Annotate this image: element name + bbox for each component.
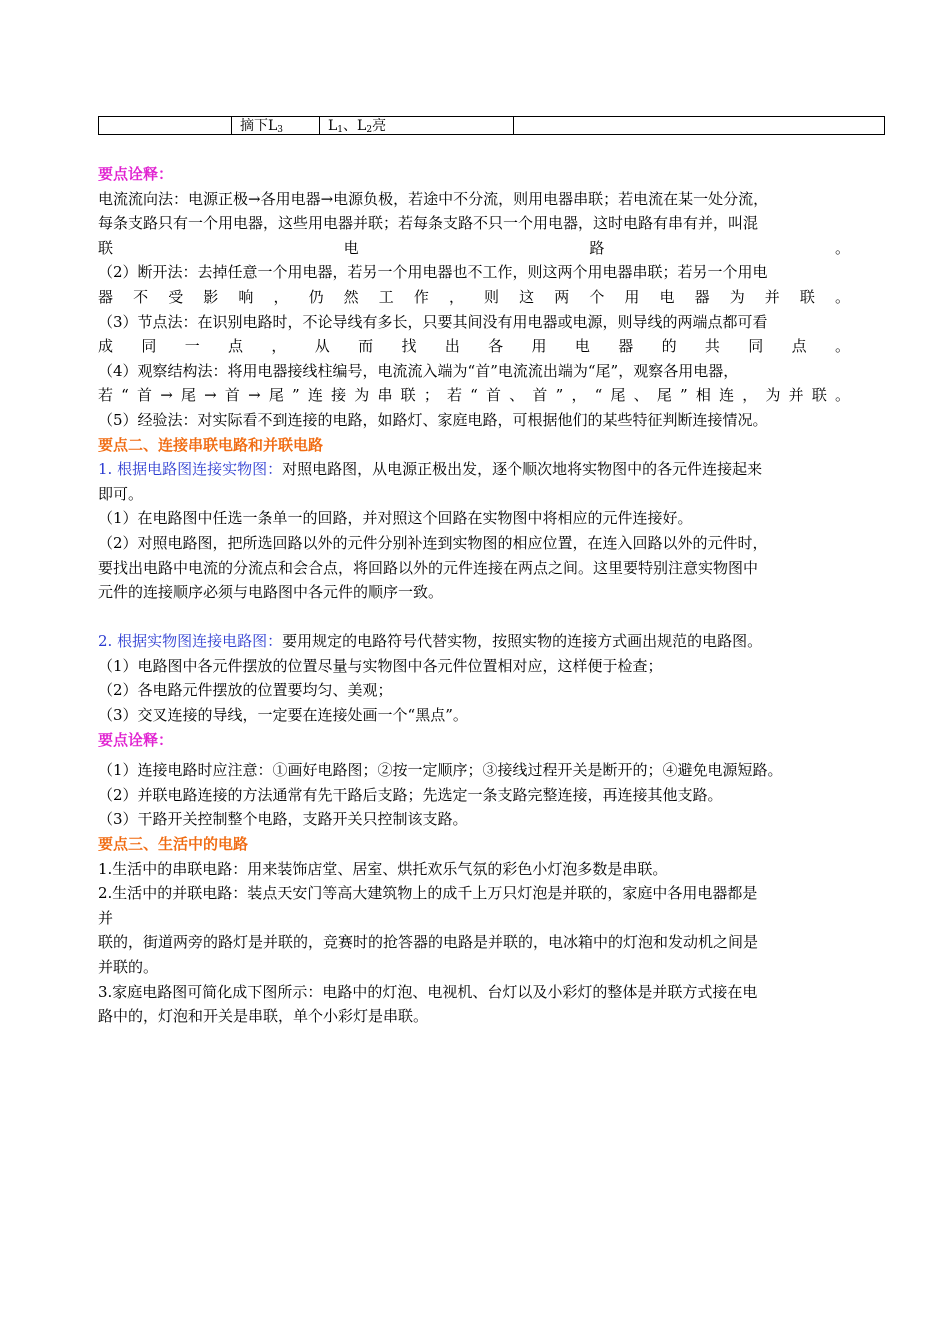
table-row bbox=[98, 116, 885, 135]
list-item: （3）干路开关控制整个电路，支路开关只控制该支路。 bbox=[98, 810, 468, 829]
section-heading: 要点二、连接串联电路和并联电路 bbox=[98, 435, 324, 454]
list-item: （2）各电路元件摆放的位置要均匀、美观； bbox=[98, 681, 393, 700]
subheading-label: 1. 根据电路图连接实物图： bbox=[98, 460, 283, 479]
paragraph-line: 器不受影响，仍然工作，则这两个用电器为并联。 bbox=[98, 287, 850, 306]
paragraph-line: 路中的，灯泡和开关是串联，单个小彩灯是串联。 bbox=[98, 1007, 429, 1026]
list-item: （3）交叉连接的导线，一定要在连接处画一个“黑点”。 bbox=[98, 706, 468, 725]
paragraph-line: 2. 根据实物图连接电路图：要用规定的电路符号代替实物，按照实物的连接方式画出规范的电路图。 bbox=[98, 632, 763, 651]
list-item: 元件的连接顺序必须与电路图中各元件的顺序一致。 bbox=[98, 583, 444, 602]
table-cell-empty bbox=[514, 117, 884, 134]
paragraph-line: 2.生活中的并联电路：装点天安门等高大建筑物上的成千上万只灯泡是并联的，家庭中各用电器都是 bbox=[98, 884, 758, 903]
paragraph-line: 联的，街道两旁的路灯是并联的，竞赛时的抢答器的电路是并联的，电冰箱中的灯泡和发动机之间是 bbox=[98, 933, 759, 952]
paragraph-line: 3.家庭电路图可简化成下图所示：电路中的灯泡、电视机、台灯以及小彩灯的整体是并联方式接在电 bbox=[98, 982, 758, 1001]
list-item: （2）并联电路连接的方法通常有先干路后支路；先选定一条支路完整连接，再连接其他支路。 bbox=[98, 785, 723, 804]
paragraph-line: 电流流向法：电源正极→各用电器→电源负极，若途中不分流，则用电器串联；若电流在某一处分流， bbox=[98, 189, 769, 208]
section-heading: 要点诠释： bbox=[98, 165, 174, 183]
section-heading: 要点诠释： bbox=[98, 730, 174, 749]
list-item: 要找出电路中电流的分流点和会合点，将回路以外的元件连接在两点之间。这里要特别注意实物图中 bbox=[98, 558, 759, 577]
table-cell-empty bbox=[99, 117, 232, 134]
paragraph-line: 成同一点，从而找出各用电器的共同点。 bbox=[98, 337, 850, 356]
subheading-label: 2. 根据实物图连接电路图： bbox=[98, 632, 283, 651]
table-cell-result: $L_1$、$L_2$亮 bbox=[320, 117, 514, 134]
paragraph-line: 1.生活中的串联电路：用来装饰店堂、居室、烘托欢乐气氛的彩色小灯泡多数是串联。 bbox=[98, 859, 668, 878]
paragraph-line: 并 bbox=[98, 908, 114, 927]
paragraph-line: 并联的。 bbox=[98, 958, 159, 976]
list-item: （1）在电路图中任选一条单一的回路，并对照这个回路在实物图中将相应的元件连接好。 bbox=[98, 509, 693, 528]
paragraph-line: 1. 根据电路图连接实物图：对照电路图，从电源正极出发，逐个顺次地将实物图中的各元件连接起来 bbox=[98, 460, 763, 479]
paragraph-line: （4）观察结构法：将用电器接线柱编号，电流流入端为“首”电流流出端为“尾”，观察各用电器， bbox=[98, 361, 739, 380]
paragraph-line: 若“首→尾→首→尾”连接为串联；若“首、首”，“尾、尾”相连，为并联。 bbox=[98, 386, 850, 405]
list-item: （2）对照电路图，把所选回路以外的元件分别补连到实物图的相应位置，在连入回路以外的元件时， bbox=[98, 533, 768, 552]
list-item: （1）连接电路时应注意：①画好电路图；②按一定顺序；③接线过程开关是断开的；④避免电源短路。 bbox=[98, 761, 783, 780]
table-cell-action: 摘下$L_3$ bbox=[232, 117, 320, 134]
paragraph-line: 即可。 bbox=[98, 484, 144, 503]
paragraph-line: （5）经验法：对实际看不到连接的电路，如路灯、家庭电路，可根据他们的某些特征判断连接情况。 bbox=[98, 410, 768, 429]
paragraph-line: 联电路。 bbox=[98, 238, 850, 257]
section-heading: 要点三、生活中的电路 bbox=[98, 835, 249, 854]
paragraph-line: 每条支路只有一个用电器，这些用电器并联；若每条支路不只一个用电器，这时电路有串有并，叫混 bbox=[98, 214, 759, 233]
main-content bbox=[98, 162, 850, 1029]
spacer bbox=[98, 605, 850, 630]
paragraph-line: （3）节点法：在识别电路时，不论导线有多长，只要其间没有用电器或电源，则导线的两端点都可看 bbox=[98, 312, 768, 331]
paragraph-line: （2）断开法：去掉任意一个用电器，若另一个用电器也不工作，则这两个用电器串联；若另一个用电 bbox=[98, 263, 768, 282]
list-item: （1）电路图中各元件摆放的位置尽量与实物图中各元件位置相对应，这样便于检查； bbox=[98, 656, 663, 675]
